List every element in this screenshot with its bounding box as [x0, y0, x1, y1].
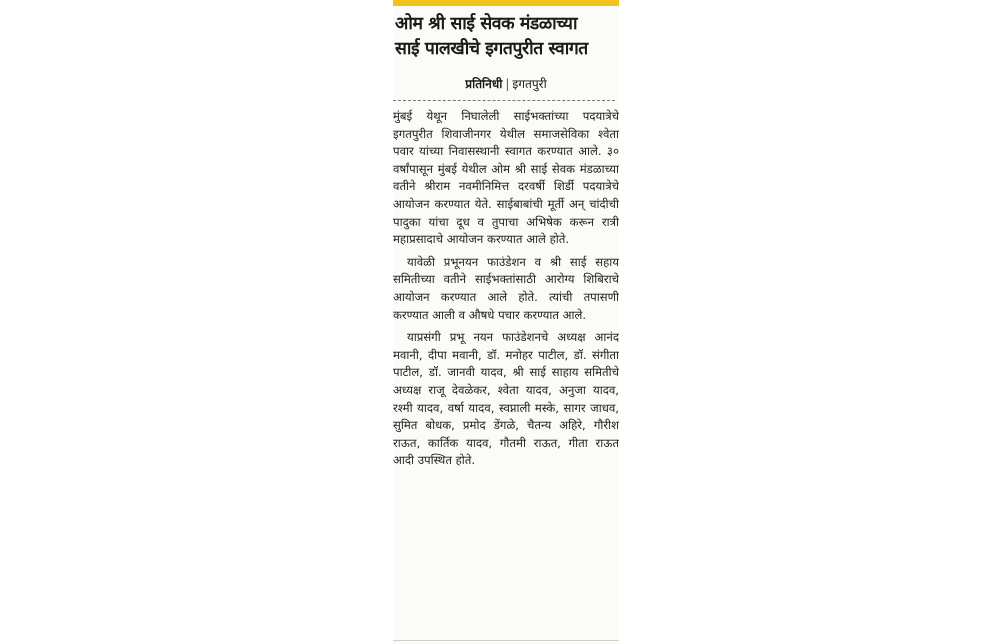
article-paragraph-1: मुंबई येथून निघालेली साईभक्तांच्या पदयात्रेचे इगतपुरीत शिवाजीनगर येथील समाजसेविका श्वेता पवार यांच्या निवासस्थानी स्वागत करण्यात आले. ३० वर्षांपासून मुंबई येथील ओम श्री साई सेवक मंडळाच्या वतीने श्रीराम नवमीनिमित्त दरवर्षी शिर्डी पदयात्रेचे आयोजन करण्यात येते. साईबाबांची मूर्ती अन्‌ चांदीची पादुका यांचा दूध व तुपाचा अभिषेक करून रात्री महाप्रसादाचे आयोजन करण्यात आले होते.: [393, 109, 619, 247]
headline: [395, 12, 617, 62]
byline: [393, 76, 619, 92]
newspaper-clipping: [393, 0, 619, 644]
article-paragraph-2: यावेळी प्रभूनयन फाउंडेशन व श्री साई सहाय समितीच्या वतीने साईभक्तांसाठी आरोग्य शिबिराचे आयोजन करण्यात आले होते. त्यांची तपासणी करण्यात आली व औषधे पचार करण्यात आले.: [393, 254, 619, 322]
byline-divider: [393, 100, 615, 101]
article-paragraph-3: याप्रसंगी प्रभू नयन फाउंडेशनचे अध्यक्ष आनंद मवानी, दीपा मवानी, डॉ. मनोहर पाटील, डॉ. संगीता पाटील, डॉ. जानवी यादव, श्री साई साहाय समितीचे अध्यक्ष राजू देवळेकर, श्वेता यादव, अनुजा यादव, रश्मी यादव, वर्षा यादव, स्वप्नाली मस्के, सागर जाधव, सुमित बोधक, प्रमोद डेंगळे, चैतन्य अहिरे, गौरीश राऊत, कार्तिक यादव, गौतमी राऊत, गीता राऊत आदी उपस्थित होते.: [393, 330, 619, 468]
headline-line-2: साई पालखीचे इगतपुरीत स्वागत: [395, 39, 588, 59]
byline-separator: |: [505, 77, 510, 91]
byline-name: प्रतिनिधी: [465, 77, 503, 91]
bottom-divider: [393, 640, 619, 641]
byline-place: इगतपुरी: [512, 77, 547, 91]
accent-bar: [393, 0, 619, 6]
headline-line-1: ओम श्री साई सेवक मंडळाच्या: [395, 14, 578, 34]
article-body: [393, 108, 619, 638]
